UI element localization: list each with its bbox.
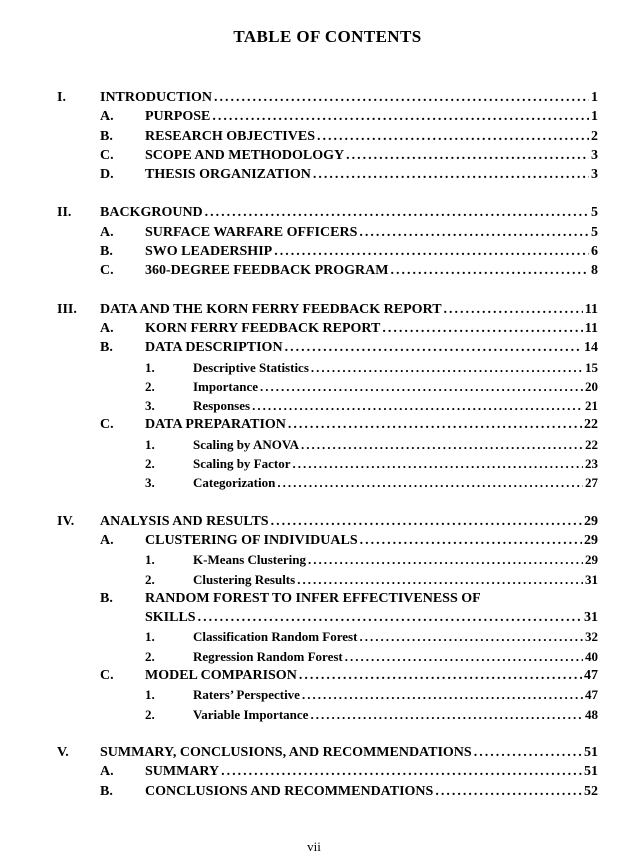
toc-entry <box>57 165 598 184</box>
toc-entry-label: INTRODUCTION <box>100 90 213 105</box>
toc-entry-marker: A. <box>100 320 114 336</box>
toc-entry-label: Regression Random Forest <box>193 648 343 664</box>
toc-entry-marker: 3. <box>145 398 155 414</box>
toc-entry-page: 22 <box>584 417 598 433</box>
toc-entry-page: 1 <box>591 109 598 125</box>
toc-entry <box>57 261 598 280</box>
dot-leader <box>214 88 589 107</box>
toc-entry <box>57 319 598 338</box>
toc-entry-marker: B. <box>100 340 113 356</box>
toc-entry <box>57 146 598 165</box>
toc-entry-marker: I. <box>57 90 66 105</box>
toc-entry <box>57 743 598 762</box>
toc-entry <box>57 338 598 357</box>
toc-entry-marker: 1. <box>145 629 155 645</box>
toc-entry-marker: III. <box>57 301 77 317</box>
toc-entry <box>57 415 598 434</box>
toc-entry-label: RANDOM FOREST TO INFER EFFECTIVENESS OF <box>145 590 481 606</box>
toc-entry-label: Clustering Results <box>193 571 296 587</box>
toc-entry-marker: 1. <box>145 436 155 452</box>
dot-leader <box>205 203 589 222</box>
toc-entry <box>57 223 598 242</box>
toc-entry-page: 2 <box>591 128 598 144</box>
toc-entry <box>57 396 598 415</box>
toc-entry-marker: 2. <box>145 706 155 722</box>
dot-leader <box>390 261 589 280</box>
toc-entry <box>57 570 598 589</box>
dot-leader <box>360 531 582 550</box>
toc-entry <box>57 107 598 126</box>
toc-entry-page: 47 <box>584 668 598 684</box>
toc-entry <box>57 88 598 107</box>
toc-entry-marker: IV. <box>57 513 75 529</box>
toc-entry-label: Variable Importance <box>193 706 309 722</box>
toc-entry <box>57 300 598 319</box>
toc-entry-page: 32 <box>585 629 598 645</box>
toc-entry-page: 11 <box>584 320 598 336</box>
dot-leader <box>311 358 583 377</box>
toc-entry-page: 52 <box>584 783 598 799</box>
toc-entry <box>57 685 598 704</box>
toc-entry-page: 14 <box>584 340 598 356</box>
toc-entry-page: 5 <box>591 205 598 221</box>
toc-entry-page: 29 <box>585 552 598 568</box>
toc-entry-label: SKILLS <box>145 610 196 626</box>
toc-entry-label: SWO LEADERSHIP <box>145 244 273 260</box>
toc-entry-label: BACKGROUND <box>100 205 203 221</box>
toc-entry-label: Importance <box>193 378 258 394</box>
dot-leader <box>212 107 589 126</box>
dot-leader <box>444 300 583 319</box>
toc-entry-label: MODEL COMPARISON <box>145 668 297 684</box>
toc-entry <box>57 782 598 801</box>
dot-leader <box>359 627 583 646</box>
toc-entry-marker: V. <box>57 744 69 760</box>
dot-leader <box>260 377 583 396</box>
dot-leader <box>274 242 589 261</box>
toc-entry-label: Descriptive Statistics <box>193 359 309 375</box>
dot-leader <box>346 146 589 165</box>
dot-leader <box>297 570 583 589</box>
toc-entry-marker: B. <box>100 590 113 606</box>
toc-entry-marker: 2. <box>145 648 155 664</box>
toc-entry-page: 21 <box>585 398 598 414</box>
dot-leader <box>313 165 589 184</box>
dot-leader <box>474 743 582 762</box>
toc-entry <box>57 377 598 396</box>
dot-leader <box>285 338 582 357</box>
toc-entry-marker: A. <box>100 109 114 125</box>
toc-entry-page: 15 <box>585 359 598 375</box>
toc-entry <box>57 358 598 377</box>
dot-leader <box>317 127 589 146</box>
toc-entry-marker: B. <box>100 244 113 260</box>
toc-entry-page: 3 <box>591 167 598 183</box>
page-number-footer: vii <box>307 839 321 854</box>
toc-entry-label: CLUSTERING OF INDIVIDUALS <box>145 532 358 548</box>
toc-entry-marker: A. <box>100 224 114 240</box>
toc-entry <box>57 647 598 666</box>
toc-entry-page: 5 <box>591 224 598 240</box>
toc-entry-page: 47 <box>585 687 598 703</box>
toc-entry <box>57 531 598 550</box>
toc-entry-label: CONCLUSIONS AND RECOMMENDATIONS <box>145 783 434 799</box>
toc-entry-marker: C. <box>100 668 114 684</box>
dot-leader <box>302 685 583 704</box>
toc-entry-label: SURFACE WARFARE OFFICERS <box>145 224 358 240</box>
toc-entry-label: Classification Random Forest <box>193 629 358 645</box>
toc-entry <box>57 762 598 781</box>
toc-entry-marker: A. <box>100 532 114 548</box>
toc-entry-label: Scaling by Factor <box>193 456 291 472</box>
toc-entry <box>57 203 598 222</box>
toc-entry-label: ANALYSIS AND RESULTS <box>100 513 269 529</box>
toc-entry-label: DATA DESCRIPTION <box>145 340 283 356</box>
toc-entry-marker: C. <box>100 147 114 163</box>
dot-leader <box>277 473 583 492</box>
toc-entry-page: 22 <box>585 436 598 452</box>
toc-entry-label: THESIS ORGANIZATION <box>145 167 311 183</box>
dot-leader <box>293 454 584 473</box>
toc-entry-marker: 3. <box>145 475 155 491</box>
toc-entry-marker: II. <box>57 205 72 221</box>
toc-entry-page: 29 <box>584 532 598 548</box>
toc-entry-page: 3 <box>591 147 598 163</box>
toc-entry-marker: 1. <box>145 687 155 703</box>
dot-leader <box>359 223 589 242</box>
dot-leader <box>271 512 582 531</box>
toc-entry-label: 360-DEGREE FEEDBACK PROGRAM <box>145 263 389 279</box>
toc-entry <box>57 627 598 646</box>
toc-entry <box>57 550 598 569</box>
toc-entry-marker: D. <box>100 167 114 183</box>
toc-entry-marker: A. <box>100 764 114 780</box>
page-title: TABLE OF CONTENTS <box>233 27 422 46</box>
toc-entry-page: 27 <box>585 475 598 491</box>
toc-entry <box>57 473 598 492</box>
toc-entry-page: 51 <box>584 744 598 760</box>
dot-leader <box>308 550 583 569</box>
toc-entry-marker: C. <box>100 263 114 279</box>
toc-entry-label: Categorization <box>193 475 276 491</box>
toc-entry-page: 48 <box>585 706 598 722</box>
toc-entry-page: 11 <box>584 301 598 317</box>
dot-leader <box>221 762 582 781</box>
toc-entry-label: DATA PREPARATION <box>145 417 286 433</box>
toc-entry-label: Scaling by ANOVA <box>193 436 299 452</box>
toc-entry <box>57 608 598 627</box>
toc-entry <box>57 127 598 146</box>
toc-entry-label: PURPOSE <box>145 109 211 125</box>
toc-entry-page: 31 <box>584 610 598 626</box>
toc-entry <box>57 705 598 724</box>
toc-entry-label: KORN FERRY FEEDBACK REPORT <box>145 320 381 336</box>
toc-entry-label: DATA AND THE KORN FERRY FEEDBACK REPORT <box>100 301 442 317</box>
toc-entry <box>57 242 598 261</box>
toc-entry <box>57 454 598 473</box>
toc-entry-page: 6 <box>591 244 598 260</box>
dot-leader <box>435 782 582 801</box>
toc-entry <box>57 666 598 685</box>
toc-entry-label: SCOPE AND METHODOLOGY <box>145 147 345 163</box>
dot-leader <box>299 666 582 685</box>
toc-entry-page: 31 <box>585 571 598 587</box>
toc-entry <box>57 589 598 608</box>
toc-entry-marker: C. <box>100 417 114 433</box>
toc-entry-page: 23 <box>585 456 598 472</box>
toc-entry-marker: 2. <box>145 456 155 472</box>
toc-entry-page: 51 <box>584 764 598 780</box>
dot-leader <box>382 319 582 338</box>
toc-entry-marker: 2. <box>145 378 155 394</box>
toc-entry-label: K-Means Clustering <box>193 552 307 568</box>
dot-leader <box>252 396 583 415</box>
toc-entry-label: RESEARCH OBJECTIVES <box>145 128 315 144</box>
dot-leader <box>198 608 582 627</box>
toc-entry-marker: 1. <box>145 359 155 375</box>
dot-leader <box>301 435 583 454</box>
toc-entry-label: Responses <box>193 398 251 414</box>
toc-entry-page: 20 <box>585 378 598 394</box>
toc-entry-marker: B. <box>100 128 113 144</box>
toc-entry-marker: 2. <box>145 571 155 587</box>
toc-entry-page: 29 <box>584 513 598 529</box>
toc-entry <box>57 435 598 454</box>
dot-leader <box>288 415 582 434</box>
toc-list <box>57 88 598 801</box>
toc-entry-page: 1 <box>591 90 598 105</box>
toc-entry-marker: B. <box>100 783 113 799</box>
dot-leader <box>310 705 583 724</box>
toc-entry <box>57 512 598 531</box>
toc-entry-marker: 1. <box>145 552 155 568</box>
dot-leader <box>345 647 583 666</box>
toc-entry-page: 40 <box>585 648 598 664</box>
toc-entry-label: SUMMARY <box>145 764 220 780</box>
toc-entry-label: Raters’ Perspective <box>193 687 300 703</box>
toc-entry-page: 8 <box>591 263 598 279</box>
toc-entry-label: SUMMARY, CONCLUSIONS, AND RECOMMENDATIONS <box>100 744 472 760</box>
